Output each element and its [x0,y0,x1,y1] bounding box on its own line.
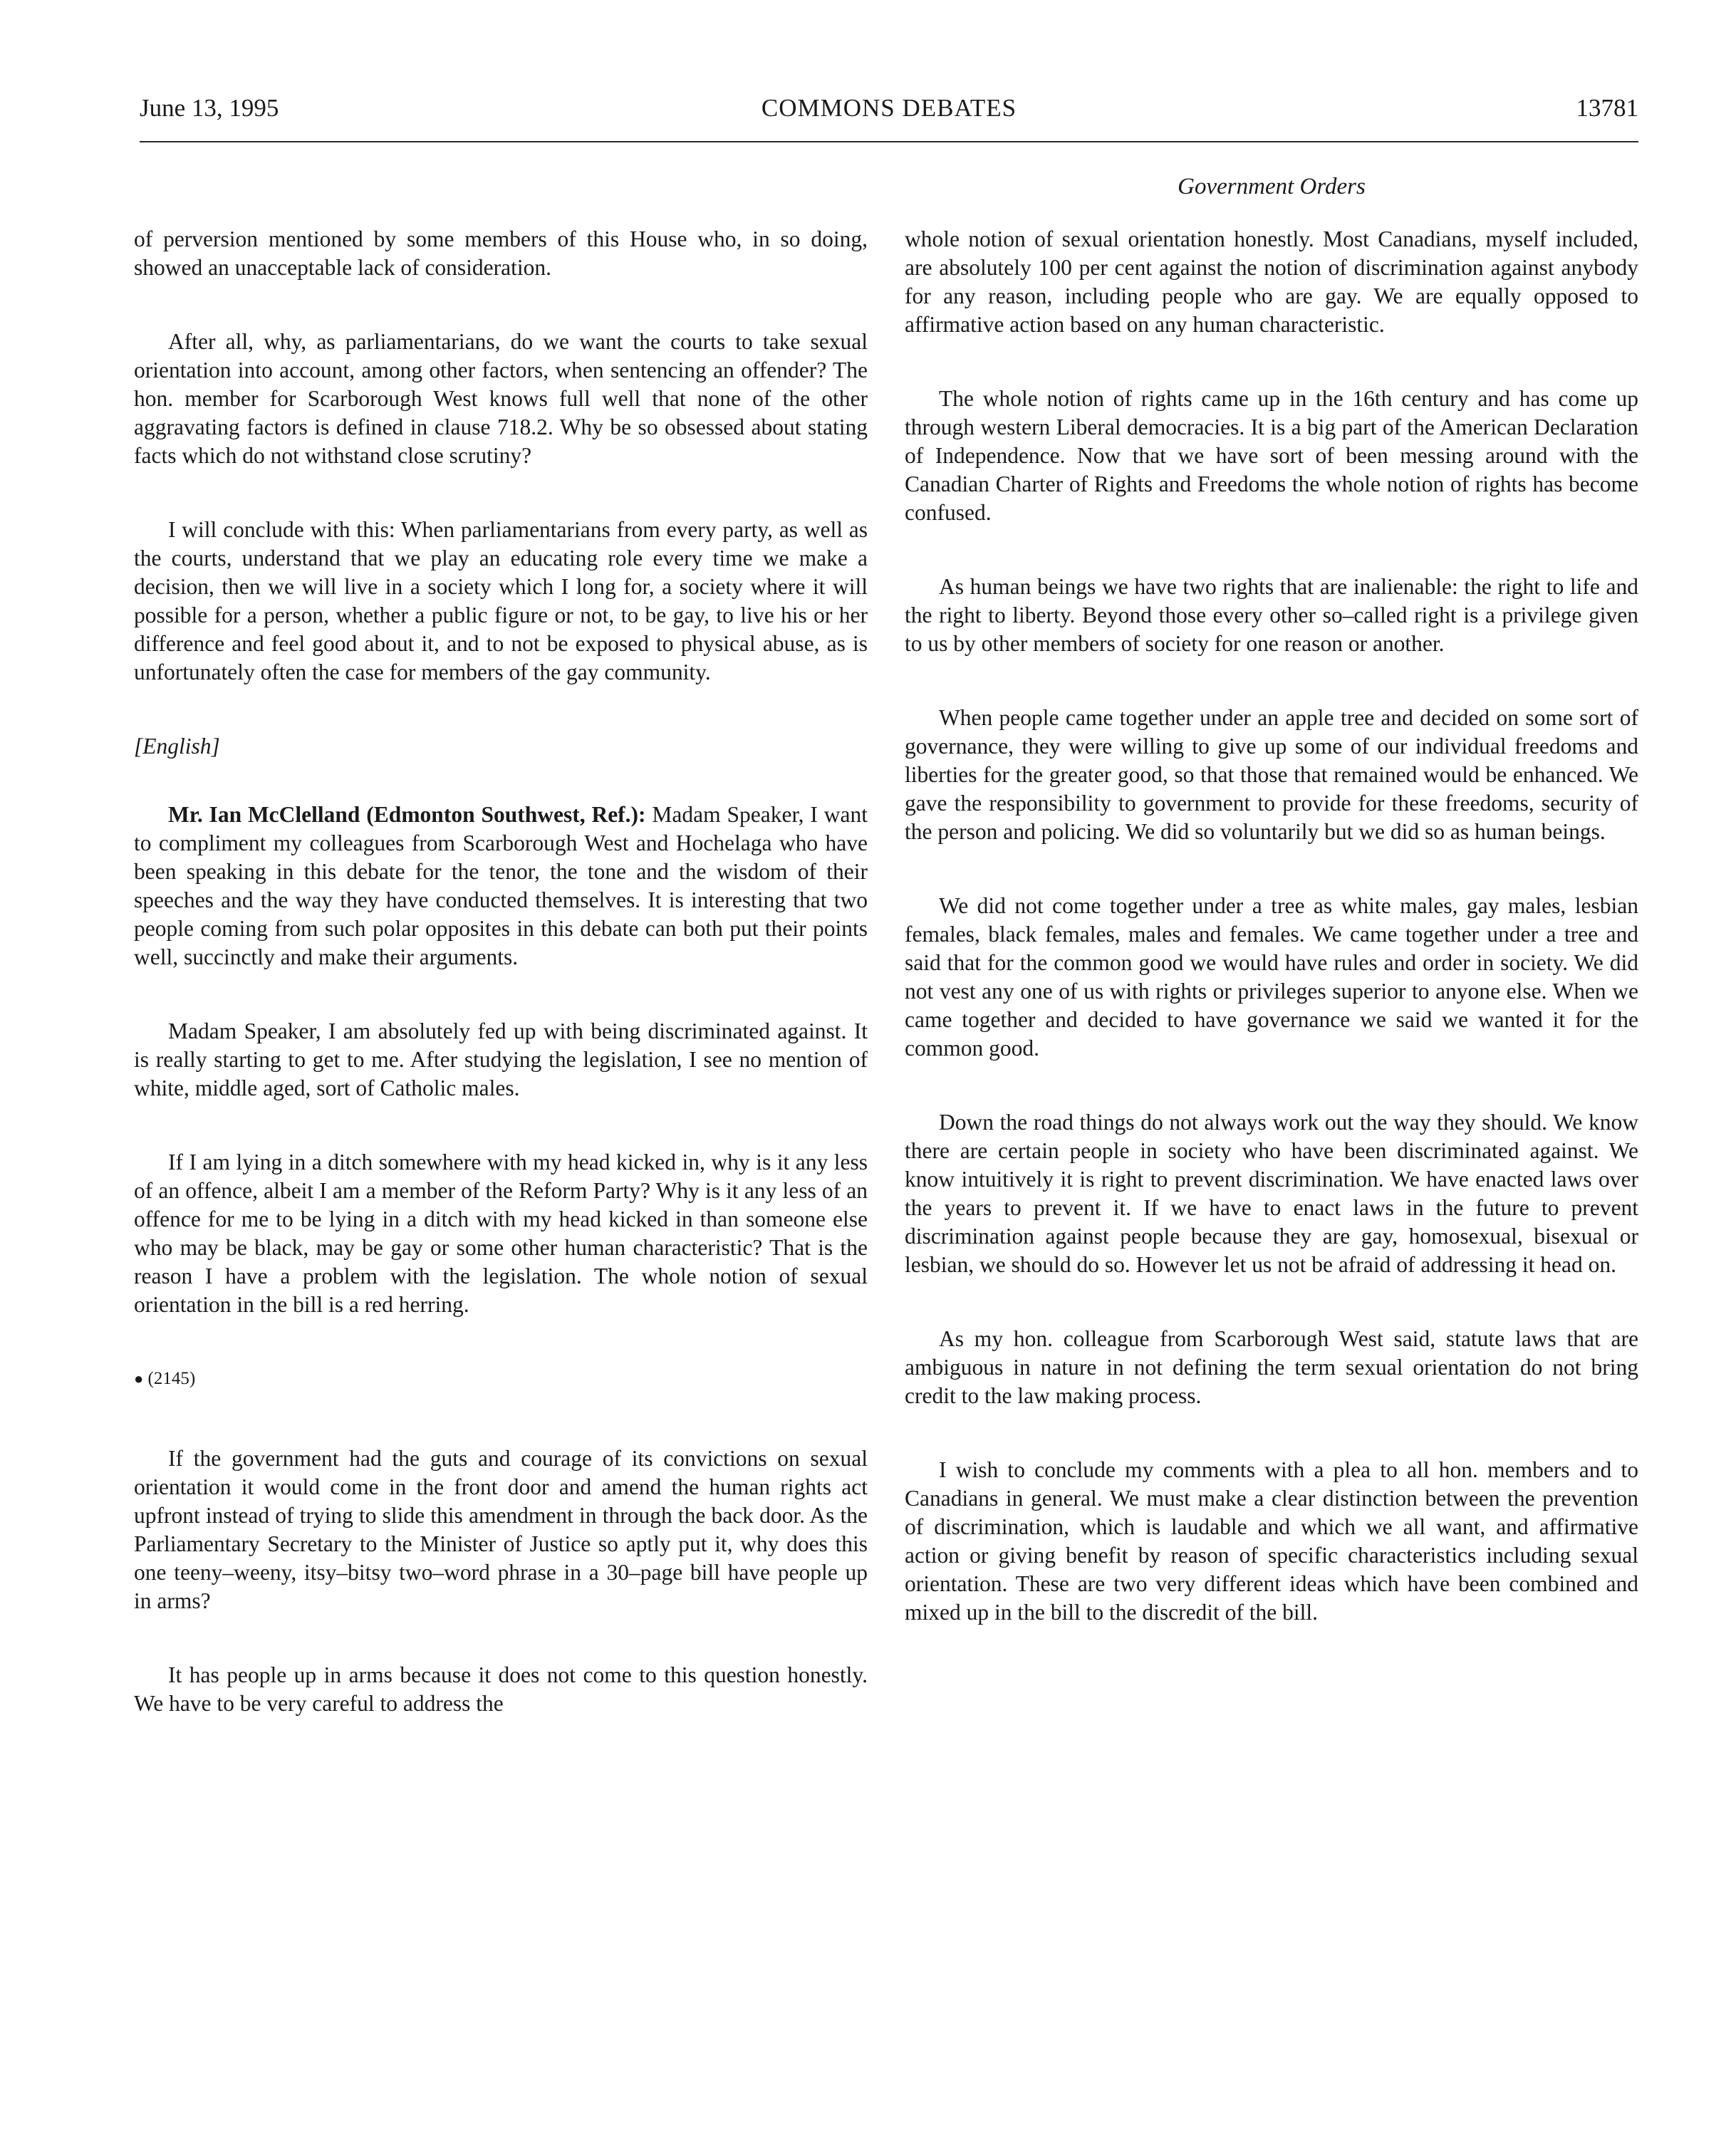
header-title: COMMONS DEBATES [761,94,1017,122]
paragraph: whole notion of sexual orientation honestly. Most Canadians, myself included, are absolutely 100 per cent against the notion of discrimination against anybody for any reason, including people who are gay. We are equally opposed to affirmative action based on any human characteristic. [905,226,1638,337]
header-rule [140,141,1638,142]
page-header [140,94,1638,137]
paragraph: If the government had the guts and courage of its convictions on sexual orientation it would come in the front door and amend the human rights act upfront instead of trying to slide this amendment in through the back door. As the Parliamentary Secretary to the Minister of Justice so aptly put it, why does this one teeny–weeny, itsy–bitsy two–word phrase in a 30–page bill have people up in arms? [134,1446,868,1613]
section-title: Government Orders [1178,174,1366,199]
paragraph: As my hon. colleague from Scarborough West said, statute laws that are ambiguous in nature in not defining the term sexual orientation do not bring credit to the law making process. [905,1326,1638,1408]
paragraph: Down the road things do not always work out the way they should. We know there are certain people in society who have been discriminated against. We know intuitively it is right to prevent discrimination. We have enacted laws over the years to prevent it. If we have to enact laws in the future to prevent discrimination against people because they are gay, homosexual, bisexual or lesbian, we should do so. However let us not be afraid of addressing it head on. [905,1110,1638,1277]
speech-text: Madam Speaker, I want to compliment my colleagues from Scarborough West and Hochelaga who have been speaking in this debate for the tenor, the tone and the wisdom of their speeches and the way they have conducted themselves. It is interesting that two people coming from such polar opposites in this debate can both put their points well, succinctly and make their arguments. [134,802,868,969]
time-marker [134,1365,868,1393]
paragraph: of perversion mentioned by some members of this House who, in so doing, showed an unacceptable lack of consideration. [134,226,868,280]
paragraph: The whole notion of rights came up in the 16th century and has come up through western Liberal democracies. It is a big part of the American Declaration of Independence. Now that we have sort of been messing around with the Canadian Charter of Rights and Freedoms the whole notion of rights has become confused. [905,386,1638,525]
right-column [905,225,1638,2020]
paragraph: As human beings we have two rights that are inalienable: the right to life and the right to liberty. Beyond those every other so–called right is a privilege given to us by other members of society for one reason or another. [905,574,1638,656]
paragraph: It has people up in arms because it does not come to this question honestly. We have to be very careful to address the [134,1662,868,1716]
header-date: June 13, 1995 [140,94,279,122]
paragraph: I wish to conclude my comments with a plea to all hon. members and to Canadians in general. We must make a clear distinction between the prevention of discrimination, which is laudable and which we all want, and affirmative action or giving benefit by reason of specific characteristics including sexual orientation. These are two very different ideas which have been combined and mixed up in the bill to the discredit of the bill. [905,1457,1638,1625]
header-page-number: 13781 [1576,94,1638,122]
paragraph: I will conclude with this: When parliamentarians from every party, as well as the courts, understand that we play an educating role every time we make a decision, then we will live in a society which I long for, a society where it will possible for a person, whether a public figure or not, to be gay, to live his or her difference and feel good about it, and to not be exposed to physical abuse, as is unfortunately often the case for members of the gay community. [134,517,868,684]
paragraph: We did not come together under a tree as white males, gay males, lesbian females, black females, males and females. We came together under a tree and said that for the common good we would have rules and order in society. We did not vest any one of us with rights or privileges superior to anyone else. When we came together and decided to have governance we said we wanted it for the common good. [905,893,1638,1061]
speaker-name: Mr. Ian McClelland (Edmonton Southwest, Ref.): [168,802,646,827]
speaker-paragraph [134,801,868,972]
paragraph: After all, why, as parliamentarians, do we want the courts to take sexual orientation into account, among other factors, when sentencing an offender? The hon. member for Scarborough West knows full well that none of the other aggravating factors is defined in clause 718.2. Why be so obsessed about stating facts which do not withstand close scrutiny? [134,329,868,468]
language-marker: [English] [134,734,220,759]
paragraph: When people came together under an apple tree and decided on some sort of governance, they were willing to give up some of our individual freedoms and liberties for the greater good, so that those that remained would be enhanced. We gave the responsibility to government to provide for these freedoms, security of the person and policing. We did so voluntarily but we did so as human beings. [905,705,1638,844]
bullet-icon: ● [134,1370,144,1387]
paragraph: Madam Speaker, I am absolutely fed up with being discriminated against. It is really starting to get to me. After studying the legislation, I see no mention of white, middle aged, sort of Catholic males. [134,1019,868,1100]
left-column [134,225,868,2020]
paragraph: If I am lying in a ditch somewhere with my head kicked in, why is it any less of an offence, albeit I am a member of the Reform Party? Why is it any less of an offence for me to be lying in a ditch with my head kicked in than someone else who may be black, may be gay or some other human characteristic? That is the reason I have a problem with the legislation. The whole notion of sexual orientation in the bill is a red herring. [134,1150,868,1317]
time-marker-text: (2145) [147,1369,196,1388]
